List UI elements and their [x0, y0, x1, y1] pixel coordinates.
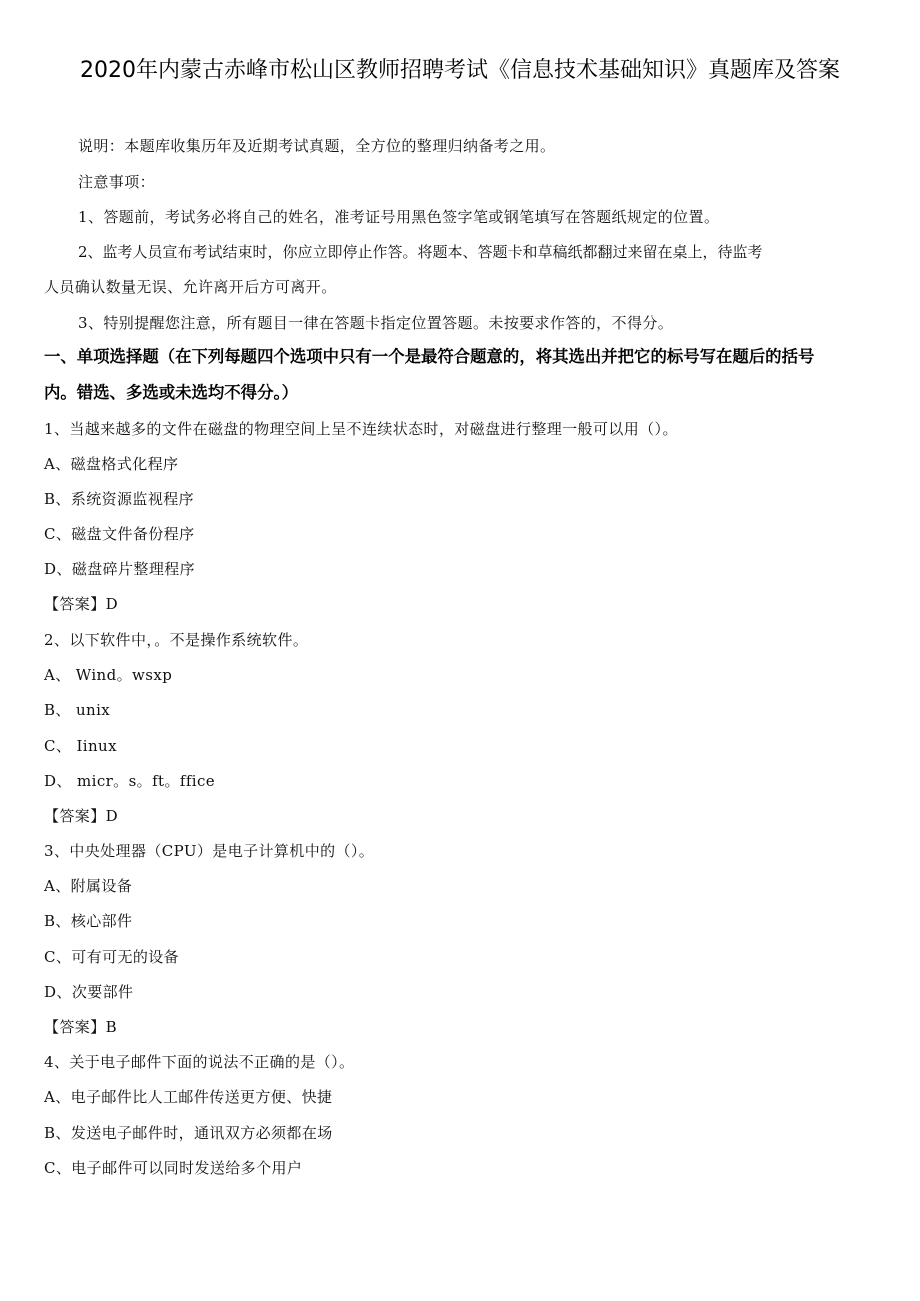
question-3-option-c: C、可有可无的设备: [44, 948, 180, 966]
notice-item-2-line-2: 人员确认数量无误、允许离开后方可离开。: [44, 278, 337, 296]
question-2-stem: 2、以下软件中，。不是操作系统软件。: [44, 631, 309, 649]
notice-heading: 注意事项：: [78, 173, 156, 191]
question-1-option-b: B、系统资源监视程序: [44, 490, 195, 508]
question-3-option-b: B、核心部件: [44, 912, 133, 930]
section-heading-line-1: 一、单项选择题（在下列每题四个选项中只有一个是最符合题意的，将其选出并把它的标号写在题后的括号: [44, 347, 815, 366]
question-3-answer: 【答案】B: [44, 1018, 118, 1036]
intro-description: 说明：本题库收集历年及近期考试真题，全方位的整理归纳备考之用。: [78, 137, 556, 155]
notice-item-3: 3、特别提醒您注意，所有题目一律在答题卡指定位置答题。未按要求作答的，不得分。: [78, 314, 674, 332]
question-2-option-c: C、 Iinux: [44, 737, 117, 755]
question-1-answer: 【答案】D: [44, 595, 119, 613]
question-3-stem: 3、中央处理器（CPU）是电子计算机中的（）。: [44, 842, 375, 860]
question-2-option-b: B、 unix: [44, 701, 111, 719]
notice-item-2-line-1: 2、监考人员宣布考试结束时，你应立即停止作答。将题本、答题卡和草稿纸都翻过来留在桌上，待监考: [78, 243, 763, 261]
question-4-option-a: A、电子邮件比人工邮件传送更方便、快捷: [44, 1088, 333, 1106]
question-2-answer: 【答案】D: [44, 807, 119, 825]
question-1-stem: 1、当越来越多的文件在磁盘的物理空间上呈不连续状态时，对磁盘进行整理一般可以用（）。: [44, 420, 678, 438]
question-4-option-c: C、电子邮件可以同时发送给多个用户: [44, 1159, 303, 1177]
question-1-option-a: A、磁盘格式化程序: [44, 455, 179, 473]
document-title: 2020年内蒙古赤峰市松山区教师招聘考试《信息技术基础知识》真题库及答案: [80, 58, 840, 83]
question-1-option-c: C、磁盘文件备份程序: [44, 525, 195, 543]
question-3-option-a: A、附属设备: [44, 877, 133, 895]
section-heading-line-2: 内。错选、多选或未选均不得分。）: [44, 383, 299, 402]
question-2-option-a: A、 Wind。wsxp: [44, 666, 173, 684]
question-4-stem: 4、关于电子邮件下面的说法不正确的是（）。: [44, 1053, 355, 1071]
question-2-option-d: D、 micr。s。ft。ffice: [44, 772, 216, 790]
notice-item-1: 1、答题前，考试务必将自己的姓名，准考证号用黑色签字笔或钢笔填写在答题纸规定的位置。: [78, 208, 720, 226]
question-3-option-d: D、次要部件: [44, 983, 134, 1001]
question-4-option-b: B、发送电子邮件时，通讯双方必须都在场: [44, 1124, 333, 1142]
question-1-option-d: D、磁盘碎片整理程序: [44, 560, 196, 578]
